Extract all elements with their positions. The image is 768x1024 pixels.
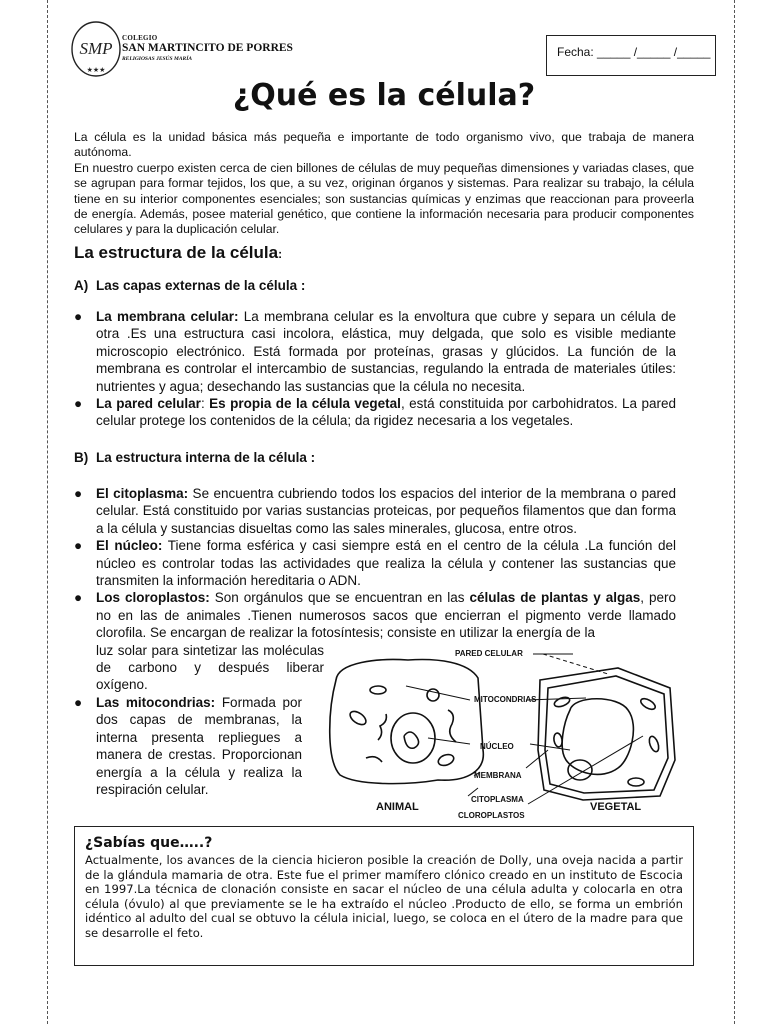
label-animal: ANIMAL — [376, 801, 419, 813]
date-field[interactable] — [546, 35, 716, 76]
animal-cell-outline — [330, 660, 484, 784]
logo-monogram: SMP — [79, 39, 113, 58]
term-cloroplastos: Los cloroplastos: — [96, 590, 210, 606]
page-title: ¿Qué es la célula? — [232, 78, 536, 113]
list-item — [74, 694, 302, 798]
bullet-icon: ● — [74, 694, 83, 710]
label-citoplasma: CITOPLASMA — [471, 795, 524, 804]
structure-heading-colon: : — [278, 247, 283, 261]
right-margin-line — [734, 0, 735, 1024]
list-item — [74, 308, 676, 395]
sabias-que-box — [74, 826, 694, 966]
left-margin-line — [47, 0, 48, 1024]
intro-paragraph-2: En nuestro cuerpo existen cerca de cien billones de células de muy pequeñas dimensiones y variadas clases, que se agrupan para formar tejidos, los que, a su vez, originan órganos y sistemas. Para realizar su trabajo, la célula tiene en su interior componentes esenciales; son sustancias químicas y enzimas que reaccionan para proveerla de energía. Además, posee material genético, que contiene la información necesaria para producir componentes celulares y para la duplicación celular. — [74, 160, 694, 237]
text-mitocondrias: Formada por dos capas de membranas, la interna presenta repliegues a manera de crestas. Proporcionan energía a la célula y realiza la respiración celular. — [96, 694, 302, 797]
section-a-list — [74, 308, 676, 430]
school-name — [122, 35, 293, 62]
sabias-title: ¿Sabías que…..? — [85, 835, 213, 851]
logo-line-sub: RELIGIOSAS JESÚS MARÍA — [122, 55, 193, 62]
section-a-title: Las capas externas de la célula : — [96, 278, 306, 293]
emph-pared: Es propia de la célula vegetal — [209, 396, 401, 412]
cell-diagram — [318, 640, 688, 825]
text-cloroplastos-2: , pero no en las de animales .Tienen numerosos sacos que encierran el pigmento verde llamado clorofila. Se encargan de realizar la fotosíntesis; consiste en utilizar la energía de la — [96, 590, 676, 641]
section-b-heading — [74, 450, 315, 465]
term-pared: La pared celular — [96, 396, 201, 412]
logo-line-name: SAN MARTINCITO DE PORRES — [122, 42, 293, 54]
label-vegetal: VEGETAL — [590, 801, 642, 813]
text-nucleo: Tiene forma esférica y casi siempre está en el centro de la célula .La función del núcleo es controlar todas las actividades que realiza la célula y contener las sustancias que transmiten la información hereditaria o ADN. — [96, 538, 676, 589]
text-pared: , está constituida por carbohidratos. La pared celular protege los contenidos de la célula; da rigidez necesaria a los vegetales. — [96, 396, 677, 429]
date-label: Fecha: _____ /_____ /_____ — [557, 45, 711, 59]
bullet-icon: ● — [74, 538, 83, 554]
intro-text — [74, 130, 694, 238]
section-a-letter: A) — [74, 278, 89, 293]
term-nucleo: El núcleo: — [96, 538, 163, 554]
label-membrana: MEMBRANA — [474, 771, 522, 780]
list-item — [74, 537, 676, 589]
label-nucleo: NÚCLEO — [480, 742, 514, 751]
section-a-heading — [74, 278, 305, 293]
bullet-icon: ● — [74, 486, 83, 501]
bullet-icon: ● — [74, 590, 83, 606]
emph-cloroplastos: células de plantas y algas — [469, 590, 641, 606]
logo-line-colegio: COLEGIO — [122, 34, 158, 42]
text-cloroplastos: Son orgánulos que se encuentran en las — [209, 590, 470, 606]
school-logo — [70, 20, 122, 78]
svg-text:★★★: ★★★ — [86, 67, 106, 74]
bullet-icon: ● — [74, 396, 83, 412]
section-b-letter: B) — [74, 450, 89, 465]
structure-heading — [74, 243, 282, 263]
text-membrana: La membrana celular es la envoltura que cubre y separa un célula de otra .Es una estructura casi incolora, elástica, muy delgada, que solo es visible mediante microscopio electrónico. Está formada por proteínas, grasas y glúcidos. La función de la membrana es controlar el intercambio de sustancias, regulando la entrada de materiales útiles: nutrientes y agua; desechando las sustancias que la célula no necesita. — [96, 309, 676, 394]
section-b-title: La estructura interna de la célula : — [96, 450, 316, 465]
term-mitocondrias: Las mitocondrias: — [96, 694, 216, 710]
plant-nucleus — [568, 760, 592, 780]
label-mitocondrias: MITOCONDRIAS — [474, 695, 537, 704]
structure-heading-text: La estructura de la célula — [74, 243, 279, 262]
label-pared-celular: PARED CELULAR — [455, 649, 523, 658]
label-cloroplastos: CLOROPLASTOS — [458, 811, 525, 820]
list-item — [74, 485, 676, 537]
bullet-icon: ● — [74, 309, 83, 324]
intro-paragraph-1: La célula es la unidad básica más pequeña e importante de todo organismo vivo, que trabaja de manera autónoma. — [74, 130, 694, 160]
sep-pared: : — [200, 396, 210, 412]
term-membrana: La membrana celular: — [96, 309, 239, 324]
text-cloroplastos-3: luz solar para sintetizar las moléculas de carbono y después liberar oxígeno. — [96, 642, 324, 693]
sabias-text: Actualmente, los avances de la ciencia hicieron posible la creación de Dolly, una oveja nacida a partir de la glándula mamaria de otra. Este fue el primer mamífero clónico creado en un instituto de Escocia en 1997.La técnica de clonación consiste en sacar el núcleo de una célula adulta y colocarla en otra célula (óvulo) al que previamente se le ha extraído el núcleo .Producto de ello, se forma un embrión idéntico al adulto del cual se obtuvo la célula inicial, luego, se coloca en el útero de la madre para que se desarrolle el feto. — [85, 853, 683, 940]
term-citoplasma: El citoplasma: — [96, 486, 189, 501]
list-item — [74, 395, 676, 430]
text-citoplasma: Se encuentra cubriendo todos los espacios del interior de la membrana o pared celular. Está constituido por varias sustancias proteicas, por pequeños filamentos que dan forma a la célula y sustancias disueltas como las sales minerales, glucosa, entre otros. — [96, 486, 676, 536]
